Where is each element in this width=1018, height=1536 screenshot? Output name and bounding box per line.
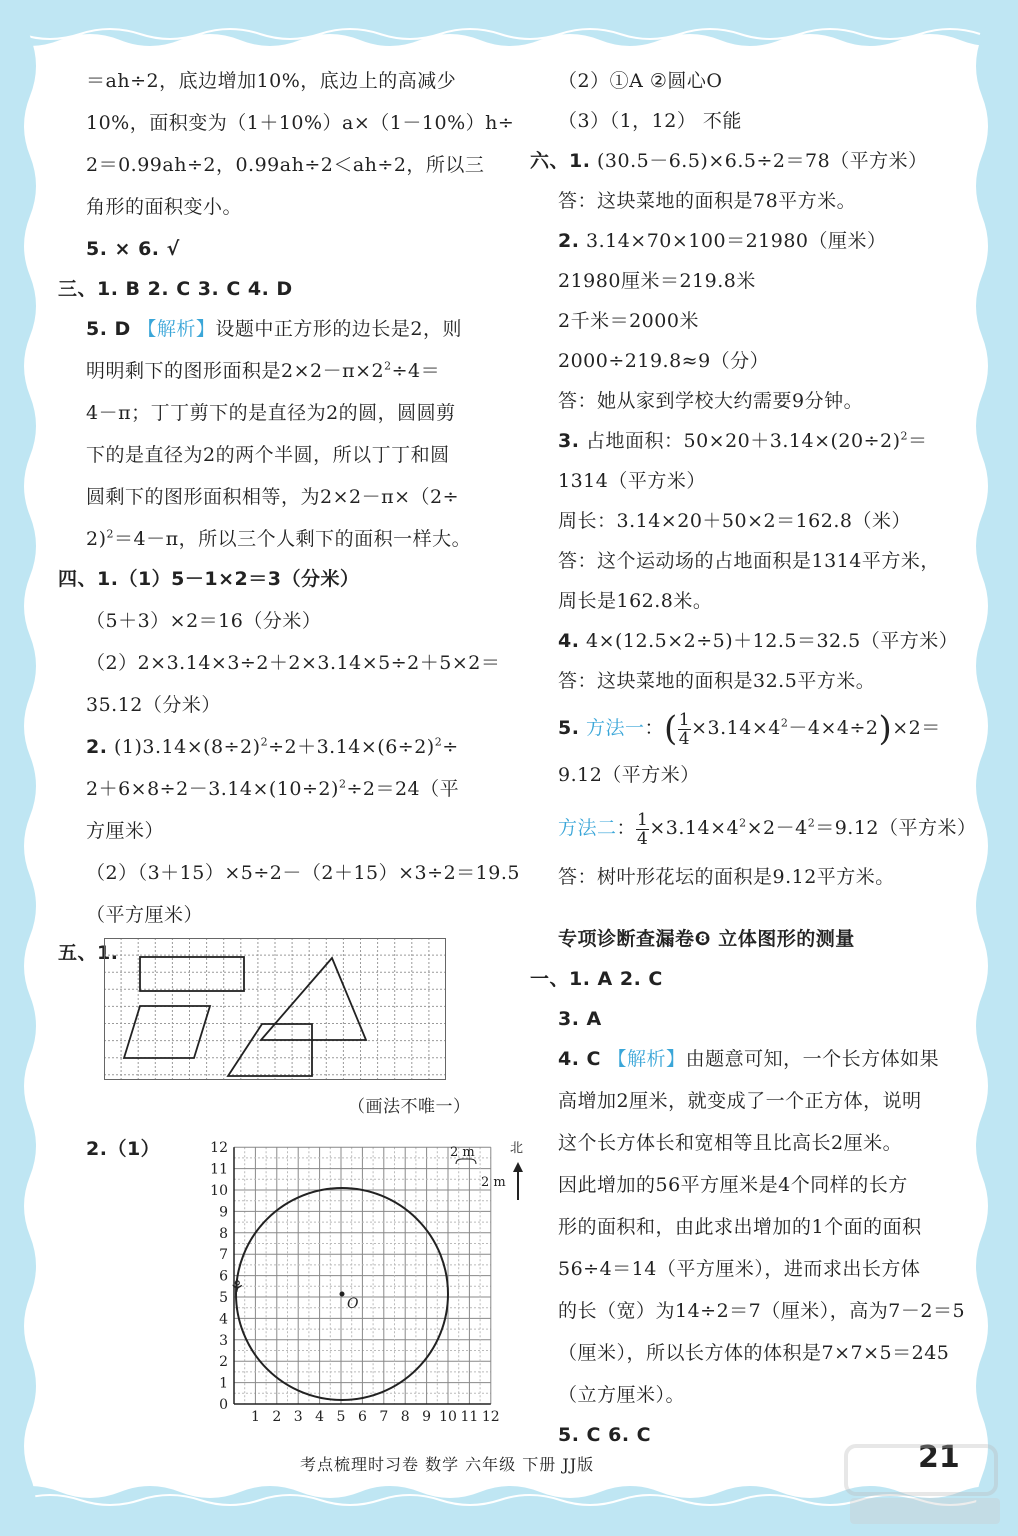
text-line: 4－π；丁丁剪下的是直径为2的圆，圆圆剪 [86, 402, 456, 424]
north-arrow-icon [510, 1162, 526, 1202]
x-tick-label: 2 [272, 1409, 282, 1425]
text-line: （3）（1，12） 不能 [558, 110, 742, 132]
text-line: 5. C 6. C [558, 1424, 652, 1446]
text-line: （平方厘米） [86, 904, 204, 926]
scale-horizontal: 2 m [450, 1145, 475, 1160]
analysis-text: 由题意可知，一个长方体如果 [685, 1048, 940, 1070]
text-line: 3. A [558, 1008, 602, 1030]
x-tick-label: 6 [357, 1409, 367, 1425]
text-line: 圆剩下的图形面积相等，为2×2－π×（2÷ [86, 486, 460, 508]
section-5-q1: 五、1. [58, 942, 119, 964]
y-tick-label: 4 [219, 1311, 228, 1328]
center-label: O [347, 1296, 359, 1312]
text-line: 形的面积和，由此求出增加的1个面的面积 [558, 1216, 922, 1238]
fraction: $\frac{1}{4}$ [637, 809, 649, 849]
y-tick-label: 5 [219, 1290, 228, 1306]
watermark-logo [840, 1438, 1010, 1528]
text-line [558, 1044, 939, 1074]
center-point [340, 1292, 345, 1297]
text-line: 六、1. (30.5－6.5)×6.5÷2＝78（平方米） [530, 150, 928, 172]
text-line: 56÷4＝14（平方厘米），进而求出长方体 [558, 1258, 921, 1280]
text-line: 2＝0.99ah÷2，0.99ah÷2＜ah÷2，所以三 [86, 154, 485, 176]
text-line: 答：树叶形花坛的面积是9.12平方米。 [558, 866, 895, 888]
text-line: 2千米＝2000米 [558, 310, 699, 332]
text-line: 的长（宽）为14÷2＝7（厘米），高为7－2＝5 [558, 1300, 966, 1322]
y-tick-label: 2 [219, 1354, 228, 1371]
shapes-grid [104, 938, 446, 1080]
text-line: （2）（3＋15）×5÷2－（2＋15）×3÷2＝19.5 [86, 862, 520, 884]
y-tick-label: 7 [219, 1247, 228, 1264]
text-line: 9.12（平方米） [558, 764, 700, 786]
text-line: 答：这个运动场的占地面积是1314平方米， [558, 550, 940, 572]
y-tick-label: 1 [219, 1375, 228, 1392]
text-line: 这个长方体长和宽相等且比高长2厘米。 [558, 1132, 903, 1154]
y-tick-label: 12 [210, 1140, 228, 1157]
text-line: （2）2×3.14×3÷2＋2×3.14×5÷2＋5×2＝ [86, 652, 501, 674]
text-line: 2. $(1)3.14\times(8\div 2)^2\div 2+3.14\times(6\div 2)^2\div$ [86, 735, 459, 758]
text-line: （5＋3）×2＝16（分米） [86, 610, 322, 632]
fraction: $\frac{1}{4}$ [678, 709, 691, 749]
text-line: 因此增加的56平方厘米是4个同样的长方 [558, 1174, 908, 1196]
answer-line: 5. × 6. √ [86, 238, 180, 260]
text-line: 答：这块菜地的面积是78平方米。 [558, 190, 857, 212]
text-line: 周长：3.14×20＋50×2＝162.8（米） [558, 510, 911, 532]
text-line: ＝ah÷2，底边增加10%，底边上的高减少 [86, 70, 457, 92]
x-tick-label: 8 [400, 1409, 410, 1425]
y-tick-label: 10 [210, 1183, 228, 1199]
y-tick-label: 11 [210, 1161, 228, 1178]
text-line: 1314（平方米） [558, 470, 706, 492]
north-label: 北 [510, 1141, 524, 1156]
scale-vertical: 2 m [481, 1175, 506, 1190]
left-wave-border [0, 0, 62, 1536]
question-number: 5. D [86, 318, 131, 340]
section-heading: 专项诊断查漏卷❽ 立体图形的测量 [558, 928, 855, 950]
text-line: 2. 3.14×70×100＝21980（厘米） [558, 230, 887, 252]
section-4-q1a: 四、1.（1）5－1×2＝3（分米） [58, 568, 360, 590]
text-line: 一、1. A 2. C [530, 968, 663, 990]
section-3-answers: 三、1. B 2. C 3. C 4. D [58, 278, 293, 300]
parallelogram-shape [124, 1006, 210, 1058]
x-tick-label: 3 [293, 1409, 303, 1425]
text-line: 明明剩下的图形面积是$2\times 2-\pi\times 2^2\div 4=$ [86, 359, 441, 382]
text-line: 角形的面积变小。 [86, 196, 243, 218]
text-line: 答：这块菜地的面积是32.5平方米。 [558, 670, 876, 692]
coordinate-grid [138, 1140, 524, 1442]
triangle-shape [261, 958, 366, 1040]
text-line: （厘米），所以长方体的体积是7×7×5＝245 [558, 1342, 950, 1364]
text-line: 周长是162.8米。 [558, 590, 713, 612]
x-tick-label: 7 [379, 1409, 389, 1425]
right-wave-border [964, 0, 1018, 1536]
y-tick-label: 3 [219, 1332, 228, 1349]
top-wave-border [0, 0, 1018, 60]
x-tick-label: 12 [481, 1409, 500, 1425]
question-number: 4. C [558, 1048, 601, 1070]
method-two-line: 方法二： $\frac{1}{4}$ $\times 3.14\times 4^2\times 2-4^2=9.12$（平方米） [558, 809, 977, 849]
y-tick-label: 6 [219, 1268, 228, 1285]
text-line: 2)$^2$＝4－π，所以三个人剩下的面积一样大。 [86, 527, 472, 550]
section-5-q2: 2.（1） [86, 1138, 161, 1160]
text-line: 方厘米） [86, 820, 165, 842]
x-tick-label: 1 [250, 1409, 260, 1425]
text-line: 高增加2厘米，就变成了一个正方体，说明 [558, 1090, 922, 1112]
analysis-tag: 【解析】 [607, 1048, 686, 1070]
text-line: $2+6\times 8\div 2-3.14\times(10\div 2)^2\div 2=24$（平 [86, 777, 460, 800]
x-tick-label: 4 [315, 1409, 325, 1425]
text-line: 下的是直径为2的两个半圆，所以丁丁和圆 [86, 444, 450, 466]
drawing-note: （画法不唯一） [348, 1097, 471, 1117]
x-tick-label: 5 [336, 1409, 346, 1425]
section-3-q5 [86, 314, 462, 344]
compass-icon: ⚘ [230, 1277, 245, 1296]
y-tick-label: 9 [219, 1204, 228, 1221]
analysis-text: 设题中正方形的边长是2，则 [215, 318, 462, 340]
text-line: 35.12（分米） [86, 694, 221, 716]
text-line: 2000÷219.8≈9（分） [558, 350, 770, 372]
y-tick-label: 0 [219, 1397, 228, 1413]
text-line: 21980厘米＝219.8米 [558, 270, 756, 292]
y-tick-label: 8 [219, 1225, 228, 1242]
method-one-line: 5. 方法一：( $\frac{1}{4}$ $\times 3.14\times 4^2-4\times 4\div 2)\times 2=$ [558, 709, 941, 749]
text-line: 10%，面积变为（1＋10%）a×（1－10%）h÷ [86, 112, 515, 134]
analysis-tag: 【解析】 [137, 318, 216, 340]
x-tick-label: 9 [422, 1409, 432, 1425]
footer-text: 考点梳理时习卷 数学 六年级 下册 JJ版 [300, 1455, 595, 1474]
text-line: （2）①A ②圆心O [558, 70, 723, 92]
text-line: 3. 占地面积：$50\times 20+3.14\times(20\div 2)^2=$ [558, 429, 928, 452]
text-line: 答：她从家到学校大约需要9分钟。 [558, 390, 864, 412]
text-line: 4. 4×(12.5×2÷5)＋12.5＝32.5（平方米） [558, 630, 959, 652]
text-line: （立方厘米）。 [558, 1384, 686, 1406]
x-tick-label: 11 [460, 1409, 479, 1425]
x-tick-label: 10 [439, 1409, 457, 1425]
page-number: 21 [918, 1440, 960, 1475]
